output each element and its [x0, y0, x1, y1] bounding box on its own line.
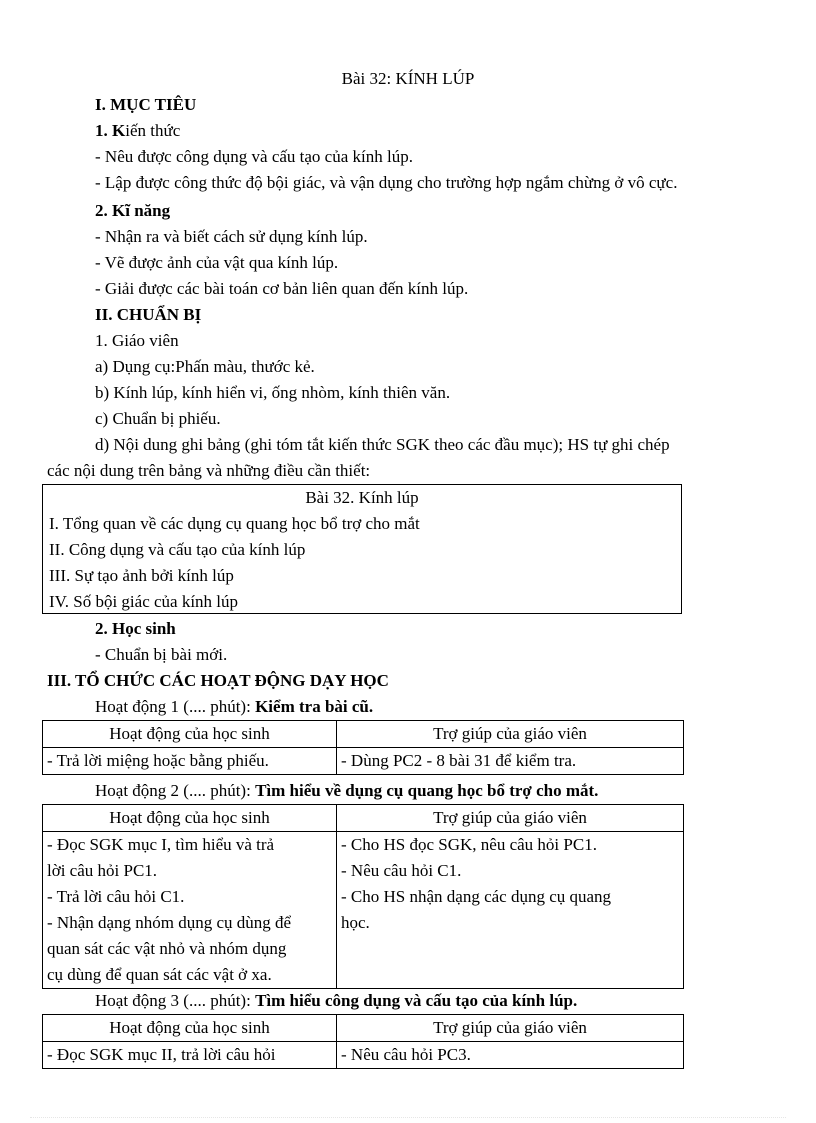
- activity-label: Hoạt động 3: [95, 991, 180, 1010]
- column-header-student: Hoạt động của học sinh: [43, 1015, 337, 1042]
- column-header-teacher: Trợ giúp của giáo viên: [337, 805, 684, 832]
- cell-line: cụ dùng để quan sát các vật ở xa.: [47, 965, 272, 984]
- section-heading-activities: III. TỔ CHỨC CÁC HOẠT ĐỘNG DẠY HỌC: [47, 671, 389, 690]
- teacher-item: b) Kính lúp, kính hiển vi, ống nhòm, kính thiên văn.: [95, 383, 451, 402]
- activity-heading: [95, 696, 373, 718]
- activity-table: [42, 720, 684, 775]
- activity-topic: Kiểm tra bài cũ.: [255, 697, 374, 716]
- activity-time: (.... phút):: [179, 697, 256, 716]
- teacher-item: c) Chuẩn bị phiếu.: [95, 409, 221, 428]
- column-header-teacher: Trợ giúp của giáo viên: [337, 721, 684, 748]
- activity-time: (.... phút):: [179, 781, 256, 800]
- subheading-student: 2. Học sinh: [95, 619, 176, 638]
- activity-topic: Tìm hiểu về dụng cụ quang học bổ trợ cho mắt.: [255, 781, 599, 800]
- student-cell: [43, 1042, 337, 1069]
- activity-heading: [95, 780, 598, 802]
- activity-table: [42, 1014, 684, 1069]
- subheading-skills: 2. Kĩ năng: [95, 201, 171, 220]
- teacher-cell: [337, 748, 684, 775]
- activity-label: Hoạt động 1: [95, 697, 180, 716]
- board-line: IV. Số bội giác của kính lúp: [49, 592, 239, 611]
- table-row: [43, 832, 684, 989]
- activity-heading: [95, 990, 577, 1012]
- student-item: - Chuẩn bị bài mới.: [95, 645, 228, 664]
- cell-line: - Trả lời câu hỏi C1.: [47, 887, 185, 906]
- cell-line: học.: [341, 913, 370, 932]
- section-heading-preparation: II. CHUẨN BỊ: [95, 305, 202, 324]
- table-header-row: [43, 1015, 684, 1042]
- subheading-teacher: 1. Giáo viên: [95, 331, 179, 350]
- board-line: II. Công dụng và cấu tạo của kính lúp: [49, 540, 306, 559]
- teacher-item: a) Dụng cụ:Phấn màu, thước kẻ.: [95, 357, 315, 376]
- board-title: Bài 32. Kính lúp: [305, 488, 419, 507]
- knowledge-item: - Lập được công thức độ bội giác, và vận dụng cho trường hợp ngắm chừng ở vô cực.: [95, 173, 678, 192]
- skills-item: - Vẽ được ảnh của vật qua kính lúp.: [95, 253, 339, 272]
- board-line: III. Sự tạo ảnh bởi kính lúp: [49, 566, 234, 585]
- table-header-row: [43, 805, 684, 832]
- column-header-teacher: Trợ giúp của giáo viên: [337, 1015, 684, 1042]
- knowledge-item: - Nêu được công dụng và cấu tạo của kính lúp.: [95, 147, 413, 166]
- teacher-cell: [337, 832, 684, 989]
- table-header-row: [43, 721, 684, 748]
- cell-line: - Nêu câu hỏi PC3.: [341, 1045, 471, 1064]
- cell-line: quan sát các vật nhỏ và nhóm dụng: [47, 939, 287, 958]
- activity-topic: Tìm hiểu công dụng và cấu tạo của kính lúp.: [255, 991, 578, 1010]
- student-cell: [43, 748, 337, 775]
- cell-line: - Đọc SGK mục II, trả lời câu hỏi: [47, 1045, 276, 1064]
- page-bottom-rule: [30, 1117, 786, 1118]
- cell-line: - Trả lời miệng hoặc bằng phiếu.: [47, 751, 269, 770]
- section-heading-objectives: I. MỤC TIÊU: [95, 95, 197, 114]
- cell-line: - Nêu câu hỏi C1.: [341, 861, 462, 880]
- activity-label: Hoạt động 2: [95, 781, 180, 800]
- board-line: I. Tổng quan về các dụng cụ quang học bổ trợ cho mắt: [49, 514, 420, 533]
- teacher-cell: [337, 1042, 684, 1069]
- board-summary-box: [42, 484, 682, 614]
- teacher-item-d-continued: các nội dung trên bảng và những điều cần thiết:: [47, 461, 371, 480]
- cell-line: - Cho HS nhận dạng các dụng cụ quang: [341, 887, 612, 906]
- teacher-item-d: d) Nội dung ghi bảng (ghi tóm tắt kiến thức SGK theo các đầu mục); HS tự ghi chép: [95, 435, 670, 454]
- subheading-knowledge-text: iến thức: [125, 121, 181, 140]
- skills-item: - Giải được các bài toán cơ bản liên quan đến kính lúp.: [95, 279, 469, 298]
- activity-table: [42, 804, 684, 989]
- student-cell: [43, 832, 337, 989]
- column-header-student: Hoạt động của học sinh: [43, 805, 337, 832]
- column-header-student: Hoạt động của học sinh: [43, 721, 337, 748]
- cell-line: lời câu hỏi PC1.: [47, 861, 158, 880]
- table-row: [43, 1042, 684, 1069]
- skills-item: - Nhận ra và biết cách sử dụng kính lúp.: [95, 227, 368, 246]
- lesson-title: Bài 32: KÍNH LÚP: [341, 69, 475, 88]
- cell-line: - Đọc SGK mục I, tìm hiểu và trả: [47, 835, 275, 854]
- cell-line: - Dùng PC2 - 8 bài 31 để kiểm tra.: [341, 751, 577, 770]
- table-row: [43, 748, 684, 775]
- cell-line: - Nhận dạng nhóm dụng cụ dùng để: [47, 913, 292, 932]
- activity-time: (.... phút):: [179, 991, 256, 1010]
- cell-line: - Cho HS đọc SGK, nêu câu hỏi PC1.: [341, 835, 597, 854]
- subheading-knowledge: 1. Kiến thức: [95, 121, 181, 140]
